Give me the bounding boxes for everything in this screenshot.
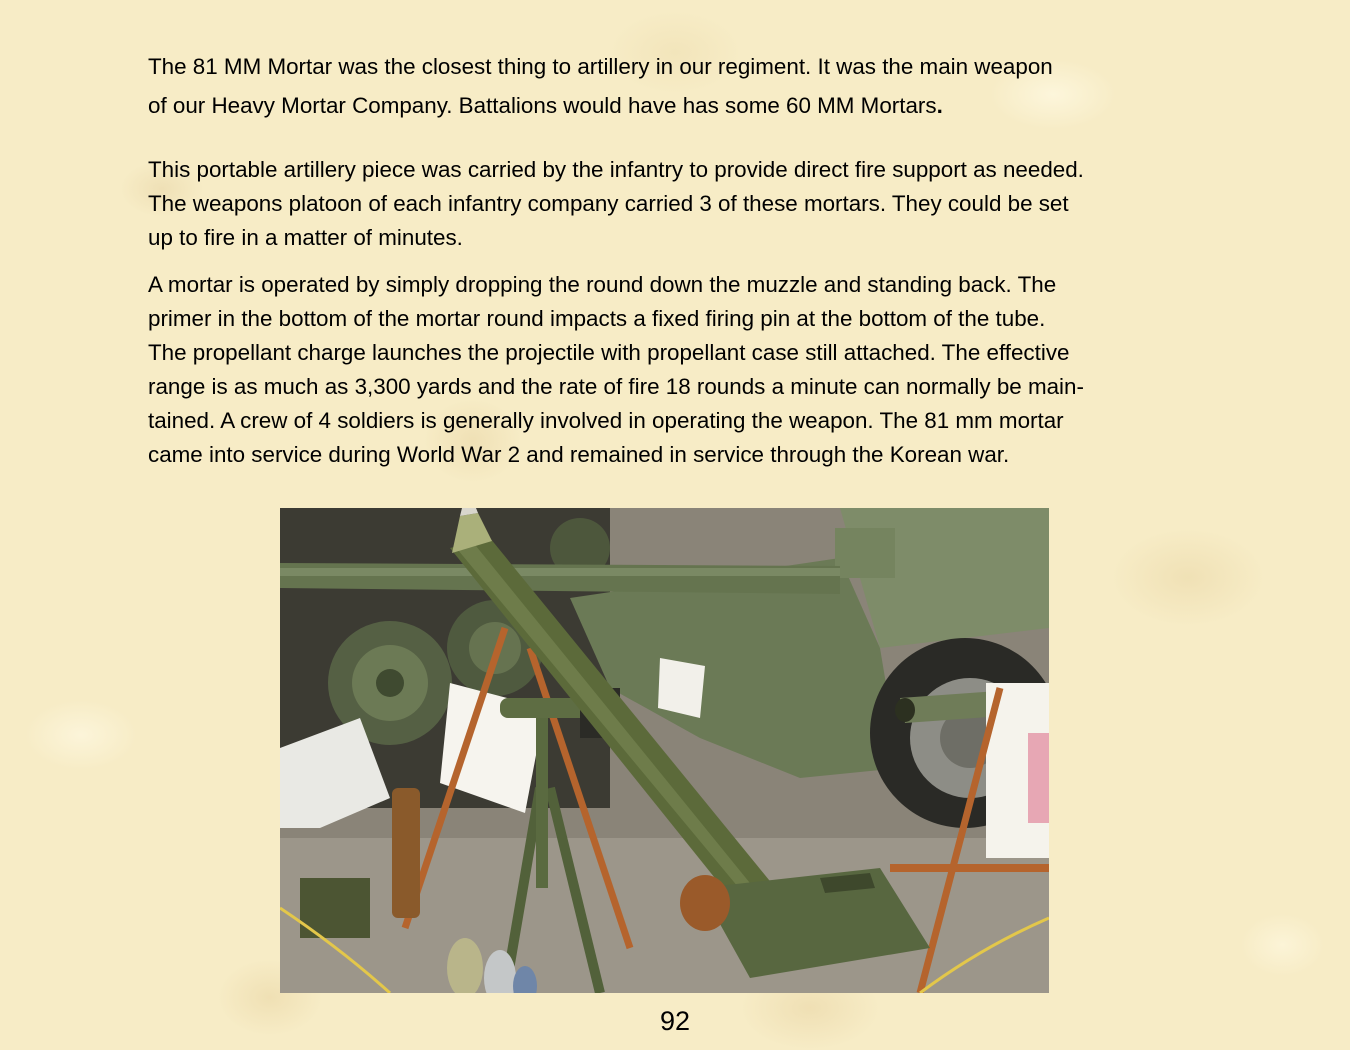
text-line: This portable artillery piece was carried by the infantry to provide direct fire support as needed.	[148, 157, 1084, 182]
page-number: 92	[659, 1006, 691, 1036]
text-line: The propellant charge launches the projectile with propellant case still attached. The effective	[148, 340, 1070, 365]
paragraph-intro	[148, 47, 1208, 125]
text-line: tained. A crew of 4 soldiers is generally involved in operating the weapon. The 81 mm mortar	[148, 408, 1064, 433]
text-line: of our Heavy Mortar Company. Battalions would have has some 60 MM Mortars	[148, 93, 937, 118]
paragraph-usage	[148, 153, 1208, 255]
text-line: range is as much as 3,300 yards and the rate of fire 18 rounds a minute can normally be main-	[148, 374, 1084, 399]
text-line: The weapons platoon of each infantry company carried 3 of these mortars. They could be set	[148, 191, 1069, 216]
text-line: A mortar is operated by simply dropping the round down the muzzle and standing back. The	[148, 272, 1057, 297]
text-line-end: .	[936, 93, 943, 118]
text-line: up to fire in a matter of minutes.	[148, 225, 463, 250]
paragraph-operation	[148, 268, 1208, 472]
mortar-photo	[280, 508, 1049, 993]
text-line: primer in the bottom of the mortar round impacts a fixed firing pin at the bottom of the tube.	[148, 306, 1046, 331]
text-line: came into service during World War 2 and remained in service through the Korean war.	[148, 442, 1010, 467]
text-line: The 81 MM Mortar was the closest thing to artillery in our regiment. It was the main weapon	[148, 54, 1053, 79]
